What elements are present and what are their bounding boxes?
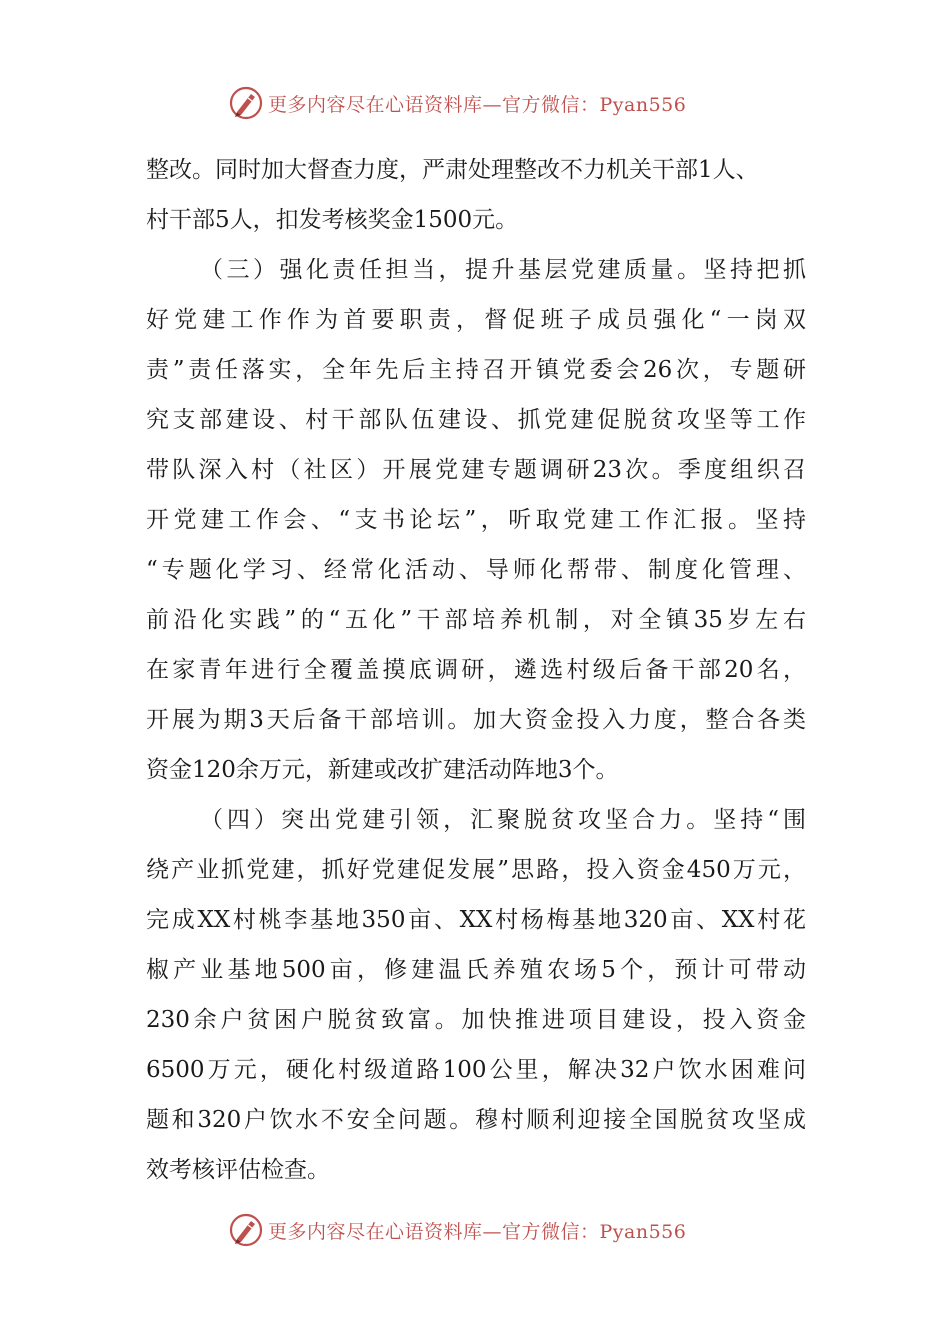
pen-circle-logo-icon [228, 85, 264, 121]
footer-banner [228, 1212, 686, 1248]
text-line: 带队深入村（社区）开展党建专题调研23次。季度组织召 [146, 457, 806, 483]
footer-banner-text: 更多内容尽在心语资料库—官方微信：Pyan556 [268, 1220, 687, 1243]
text-line: “专题化学习、经常化活动、导师化帮带、制度化管理、 [146, 557, 806, 583]
text-line: 绕产业抓党建，抓好党建促发展”思路，投入资金450万元， [146, 857, 806, 883]
text-line: 椒产业基地500亩，修建温氏养殖农场5个，预计可带动 [146, 957, 806, 983]
text-line: 资金120余万元，新建或改扩建活动阵地3个。 [146, 757, 619, 783]
body-text [146, 145, 806, 1195]
text-line: 开展为期3天后备干部培训。加大资金投入力度，整合各类 [146, 707, 806, 733]
pen-circle-logo-icon [228, 1212, 264, 1248]
text-line: 究支部建设、村干部队伍建设、抓党建促脱贫攻坚等工作 [146, 407, 806, 433]
text-line: （四）突出党建引领，汇聚脱贫攻坚合力。坚持“围 [200, 807, 806, 833]
text-line: 完成XX村桃李基地350亩、XX村杨梅基地320亩、XX村花 [146, 907, 806, 933]
text-line: 6500万元，硬化村级道路100公里，解决32户饮水困难问 [146, 1057, 806, 1083]
text-line: 在家青年进行全覆盖摸底调研，遴选村级后备干部20名， [146, 657, 806, 683]
text-line: 前沿化实践”的“五化”干部培养机制，对全镇35岁左右 [146, 607, 806, 633]
text-line: 效考核评估检查。 [146, 1157, 330, 1183]
text-line: 题和320户饮水不安全问题。穆村顺利迎接全国脱贫攻坚成 [146, 1107, 806, 1133]
text-line: 好党建工作作为首要职责，督促班子成员强化“一岗双 [146, 307, 806, 333]
text-line: 230余户贫困户脱贫致富。加快推进项目建设，投入资金 [146, 1007, 806, 1033]
text-line: 开党建工作会、“支书论坛”，听取党建工作汇报。坚持 [146, 507, 806, 533]
header-banner [228, 85, 686, 121]
header-banner-text: 更多内容尽在心语资料库—官方微信：Pyan556 [268, 93, 687, 116]
text-line: 村干部5人，扣发考核奖金1500元。 [146, 207, 519, 233]
text-line: （三）强化责任担当，提升基层党建质量。坚持把抓 [200, 257, 806, 283]
text-line: 责”责任落实，全年先后主持召开镇党委会26次，专题研 [146, 357, 806, 383]
text-line: 整改。同时加大督查力度，严肃处理整改不力机关干部1人、 [146, 157, 759, 183]
